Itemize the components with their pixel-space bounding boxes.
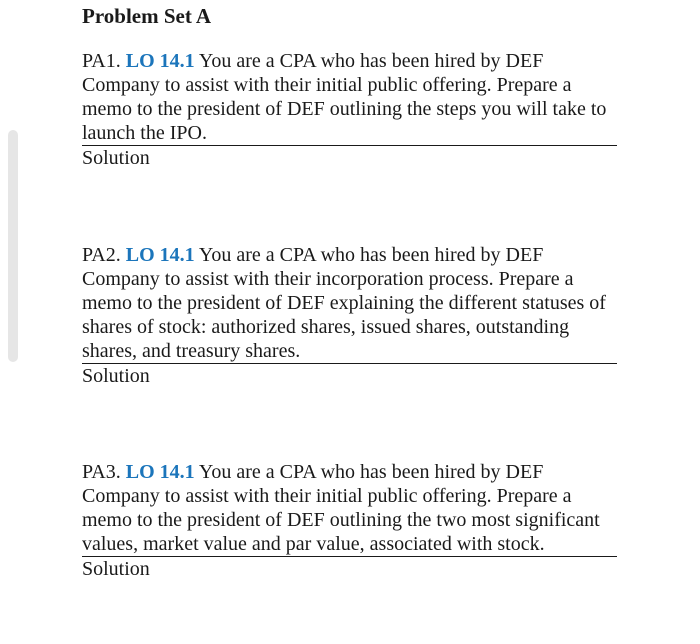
problem-pa2 bbox=[82, 243, 617, 388]
learning-objective-link[interactable]: LO 14.1 bbox=[125, 50, 195, 72]
solution-label: Solution bbox=[82, 145, 617, 170]
solution-label: Solution bbox=[82, 363, 617, 388]
problem-body: You are a CPA who has been hired by DEF Company to assist with their initial public offering. Prepare a memo to the president of DEF outlining the steps you will take to launch the IPO. bbox=[82, 50, 607, 144]
problem-body: You are a CPA who has been hired by DEF Company to assist with their incorporation process. Prepare a memo to the president of DEF explaining the different statuses of shares of stock: authorized shares, issued shares, outstanding shares, and treasury shares. bbox=[82, 244, 606, 362]
scroll-indicator[interactable] bbox=[8, 130, 18, 362]
problem-id: PA2. bbox=[82, 244, 121, 266]
problem-pa1 bbox=[82, 49, 617, 170]
problem-text bbox=[82, 460, 617, 556]
problem-id: PA3. bbox=[82, 461, 121, 483]
solution-label: Solution bbox=[82, 556, 617, 581]
problem-pa3 bbox=[82, 460, 617, 581]
problem-id: PA1. bbox=[82, 50, 121, 72]
problem-body: You are a CPA who has been hired by DEF Company to assist with their initial public offering. Prepare a memo to the president of DEF outlining the two most significant values, market value and par value, associated with stock. bbox=[82, 461, 600, 555]
problem-text bbox=[82, 243, 617, 363]
learning-objective-link[interactable]: LO 14.1 bbox=[125, 244, 195, 266]
learning-objective-link[interactable]: LO 14.1 bbox=[125, 461, 195, 483]
problem-text bbox=[82, 49, 617, 145]
page-title: Problem Set A bbox=[82, 4, 212, 28]
